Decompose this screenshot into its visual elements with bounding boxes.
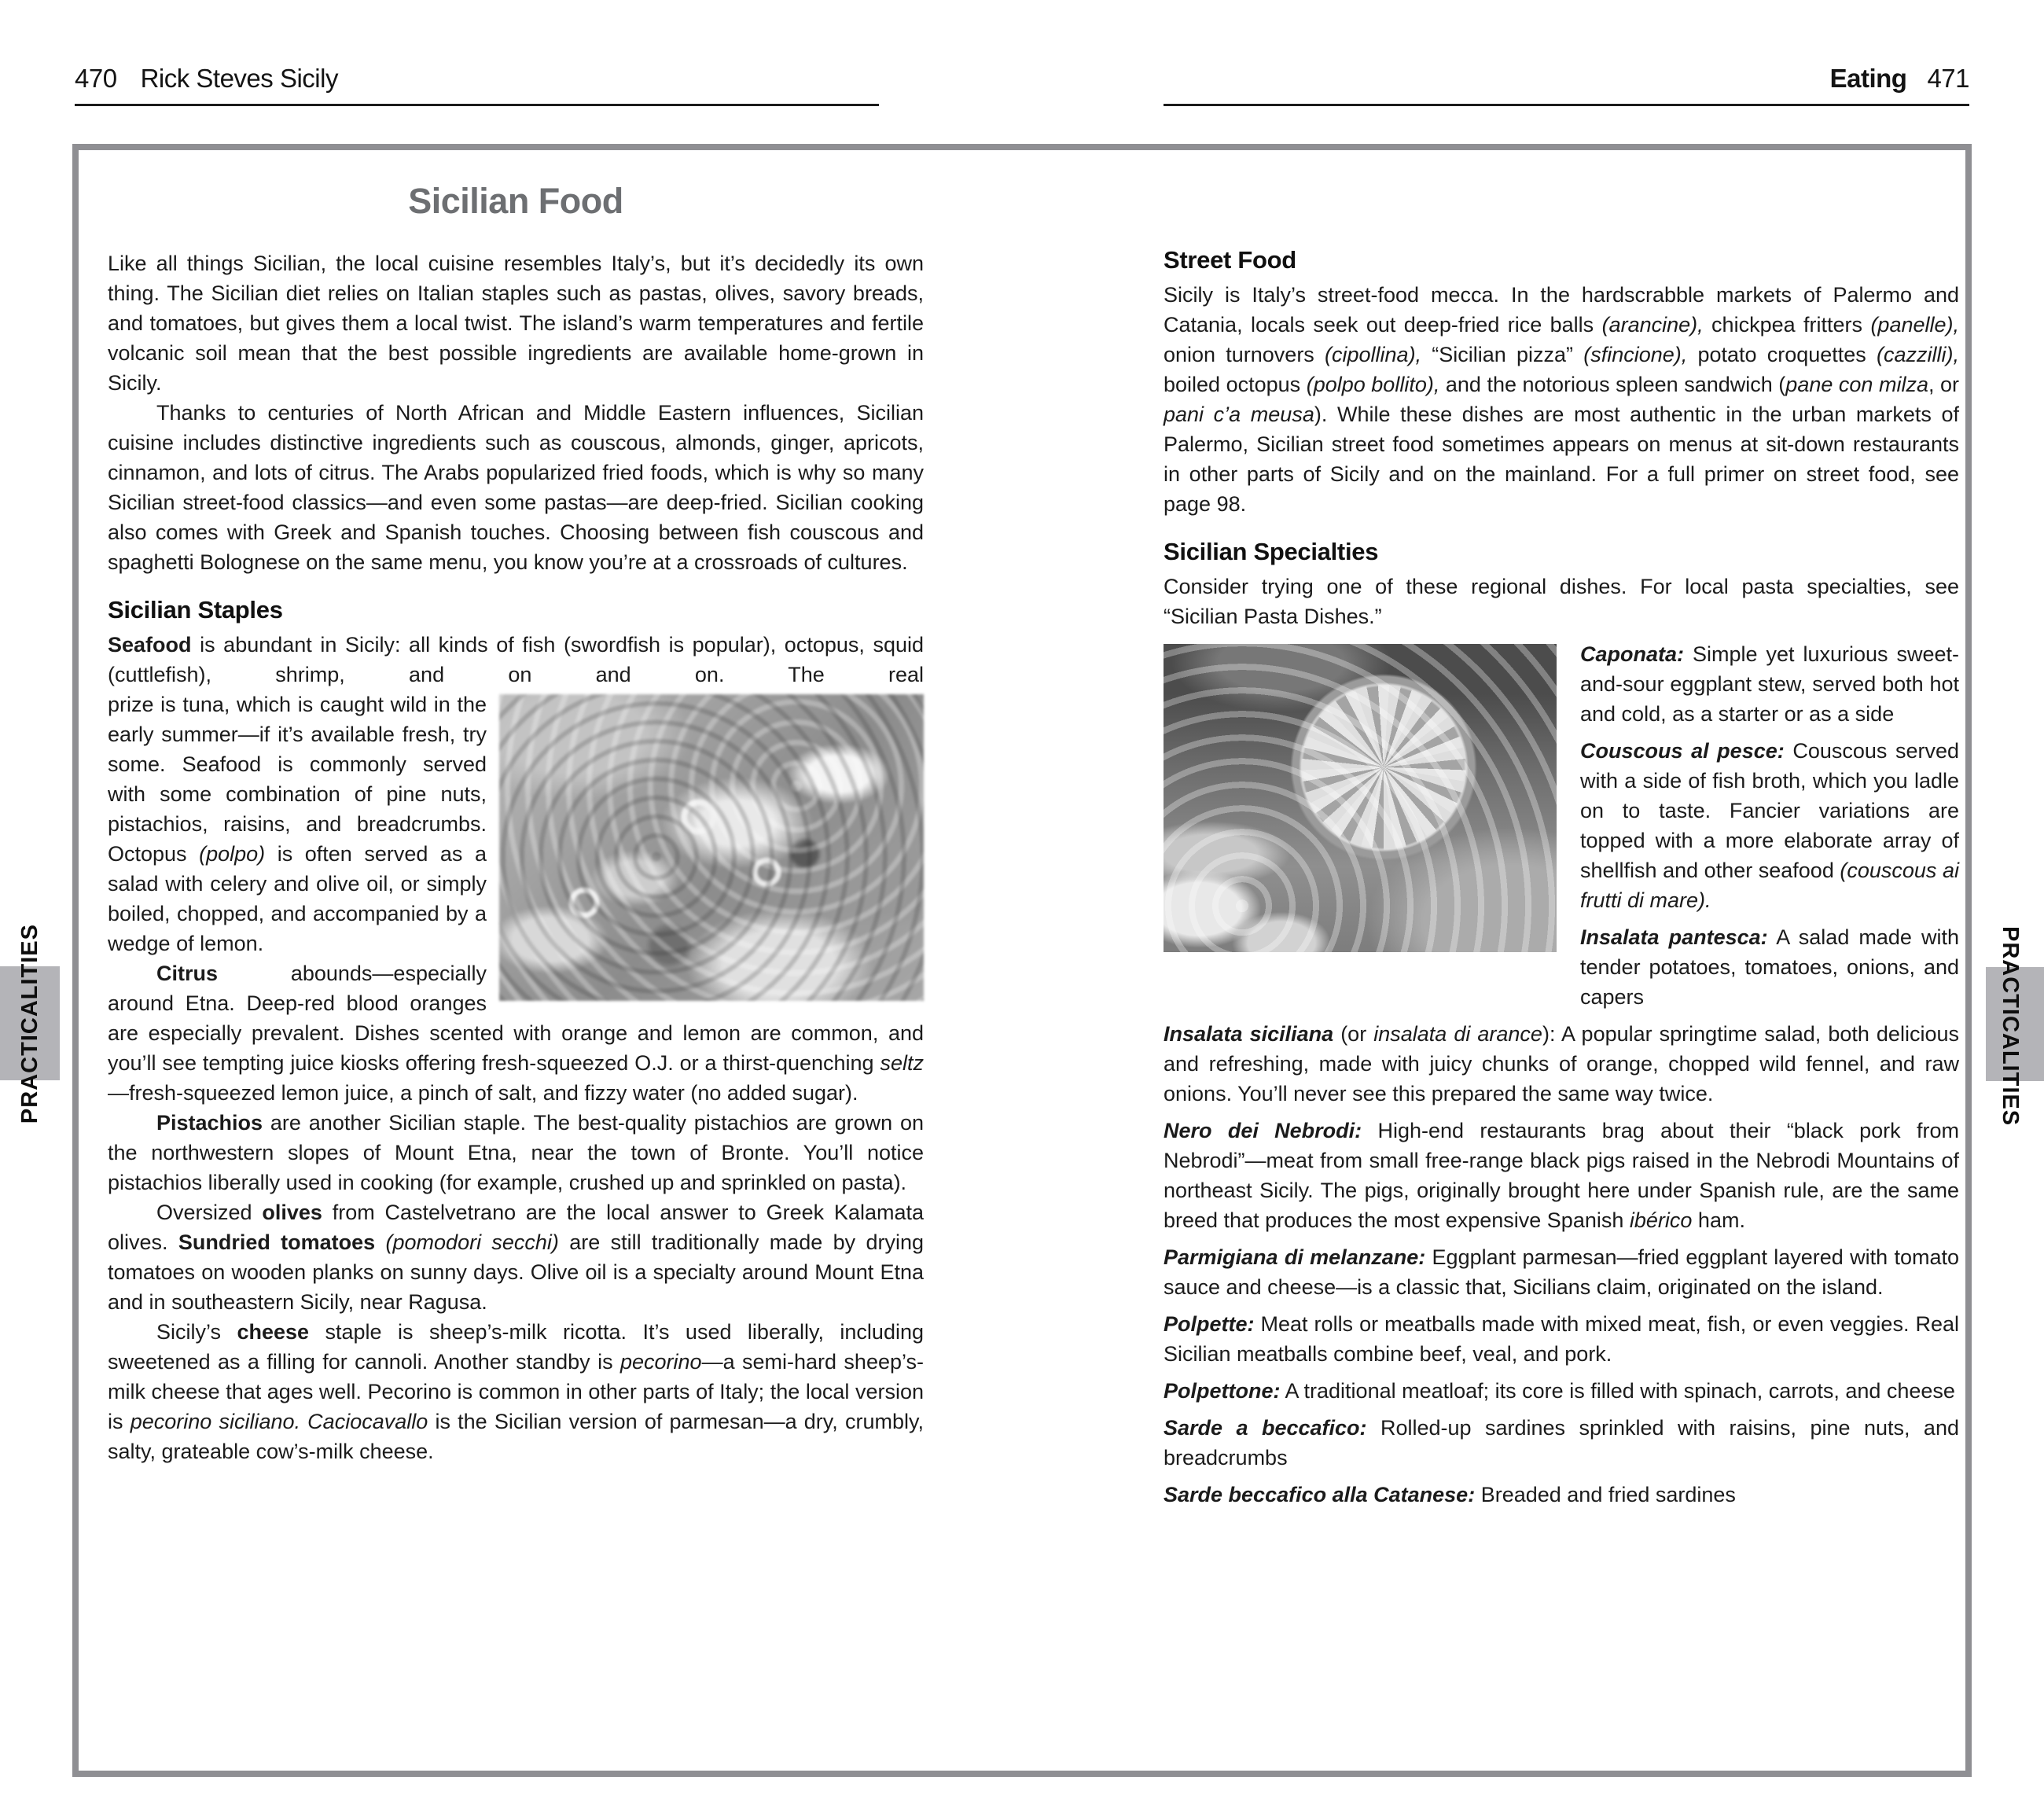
heading-street-food: Street Food bbox=[1164, 246, 1296, 274]
dish-sarde-a-beccafico: Sarde a beccafico: Rolled-up sardines sprinkled with raisins, pine nuts, and breadcrumbs bbox=[1164, 1416, 1959, 1469]
paragraph-specialties-intro: Consider trying one of these regional dishes. For local pasta specialties, see “Sicilian Pasta Dishes.” bbox=[1164, 575, 1959, 628]
heading-sicilian-specialties: Sicilian Specialties bbox=[1164, 538, 1379, 565]
right-column bbox=[1164, 246, 1959, 1510]
header-rule-left bbox=[75, 104, 879, 106]
left-tab-label: PRACTICALITIES bbox=[17, 924, 42, 1124]
paragraph-olives: Oversized olives from Castelvetrano are the local answer to Greek Kalamata olives. Sundried tomatoes (pomodori secchi) are still traditionally made by drying tomatoes on wooden planks on sunny days. Olive oil is a specialty around Mount Etna and in southeastern Sicily, near Ragusa. bbox=[108, 1201, 924, 1314]
running-header-right bbox=[1164, 63, 1969, 94]
paragraph-intro-1: Like all things Sicilian, the local cuisine resembles Italy’s, but it’s decidedly its own thing. The Sicilian diet relies on Italian staples such as pastas, olives, savory breads, and tomatoes, but gives them a local twist. The island’s warm temperatures and fertile volcanic soil mean that the best possible ingredients are available home-grown in Sicily. bbox=[108, 252, 924, 395]
paragraph-citrus: Citrus abounds—especially around Etna. Deep-red blood oranges are especially prevalent. Dishes scented with orange and lemon are common, and you’ll see tempting juice kiosks offering fresh-squeezed O.J. or a thirst-quenching seltz—fresh-squeezed lemon juice, a pinch of salt, and fizzy water (no added sugar). bbox=[108, 962, 924, 1105]
header-rule-right bbox=[1164, 104, 1969, 106]
left-column bbox=[108, 181, 924, 1466]
paragraph-cheese: Sicily’s cheese staple is sheep’s-milk ricotta. It’s used liberally, including sweetened as a filling for cannoli. Another standby is pecorino—a semi-hard sheep’s-milk cheese that ages well. Pecorino is common in other parts of Italy; the local version is pecorino siciliano. Caciocavallo is the Sicilian version of parmesan—a dry, crumbly, salty, grateable cow’s-milk cheese. bbox=[108, 1320, 925, 1463]
paragraph-pistachios: Pistachios are another Sicilian staple. The best-quality pistachios are grown on the northwestern slopes of Mount Etna, near the town of Bronte. You’ll notice pistachios liberally used in cooking (for example, crushed up and sprinkled on pasta). bbox=[108, 1111, 924, 1194]
book-title: Rick Steves Sicily bbox=[140, 64, 338, 93]
dish-caponata: Caponata: Simple yet luxurious sweet-and-sour eggplant stew, served both hot and cold, as a starter or as a side bbox=[1580, 642, 1959, 726]
dish-sarde-beccafico-alla-catanese: Sarde beccafico alla Catanese: Breaded and fried sardines bbox=[1164, 1483, 1736, 1506]
heading-sicilian-staples: Sicilian Staples bbox=[108, 596, 283, 623]
right-tab-label: PRACTICALITIES bbox=[1998, 926, 2023, 1127]
dish-couscous-al-pesce: Couscous al pesce: Couscous served with a side of fish broth, which you ladle on to taste. Fancier variations are topped with a more elaborate array of shellfish and other seafood (couscous ai frutti di mare). bbox=[1580, 739, 1960, 912]
paragraph-street-food: Sicily is Italy’s street-food mecca. In the hardscrabble markets of Palermo and Catania, locals seek out deep-fried rice balls (arancine), chickpea fritters (panelle), onion turnovers (cipollina), “Sicilian pizza” (sfincione), potato croquettes (cazzilli), boiled octopus (polpo bollito), and the notorious spleen sandwich (pane con milza, or pani c’a meusa). While these dishes are most authentic in the urban markets of Palermo, Sicilian street food sometimes appears on menus at sit-down restaurants in other parts of Sicily and on the mainland. For a full primer on street food, see page 98. bbox=[1164, 283, 1960, 516]
paragraph-seafood-continued: prize is tuna, which is caught wild in the early summer—if it’s available fresh, try some. Seafood is commonly served with some combination of pine nuts, pistachios, raisins, and breadcrumbs. Octopus (polpo) is often served as a salad with celery and olive oil, or simply boiled, chopped, and accompanied by a wedge of lemon. bbox=[108, 693, 487, 955]
dish-polpette: Polpette: Meat rolls or meatballs made with mixed meat, fish, or even veggies. Real Sicilian meatballs combine beef, veal, and pork. bbox=[1164, 1312, 1959, 1366]
dish-parmigiana-di-melanzane: Parmigiana di melanzane: Eggplant parmesan—fried eggplant layered with tomato sauce and cheese—is a classic that, Sicilians claim, originated on the island. bbox=[1164, 1245, 1959, 1299]
dish-insalata-siciliana: Insalata siciliana (or insalata di arance): A popular springtime salad, both delicious and refreshing, made with juicy chunks of orange, chopped wild fennel, and raw onions. You’ll never see this prepared the same way twice. bbox=[1164, 1022, 1959, 1105]
dish-list bbox=[1164, 639, 1959, 1510]
paragraph-seafood-lead: Seafood is abundant in Sicily: all kinds of fish (swordfish is popular), octopus, squid (cuttlefish), shrimp, and on and on. The real bbox=[108, 633, 924, 686]
running-header-left bbox=[75, 63, 338, 94]
box-title: Sicilian Food bbox=[408, 181, 623, 221]
dish-nero-dei-nebrodi: Nero dei Nebrodi: High-end restaurants brag about their “black pork from Nebrodi”—meat from small free-range black pigs raised in the Nebrodi Mountains of northeast Sicily. The pigs, originally brought here under Spanish rule, are the same breed that produces the most expensive Spanish ibérico ham. bbox=[1164, 1119, 1959, 1232]
dish-polpettone: Polpettone: A traditional meatloaf; its core is filled with spinach, carrots, and cheese bbox=[1164, 1379, 1955, 1403]
section-name: Eating bbox=[1829, 64, 1907, 93]
page-number-left: 470 bbox=[75, 64, 117, 93]
caponata-platter-photo bbox=[1164, 644, 1557, 952]
dish-insalata-pantesca: Insalata pantesca: A salad made with tender potatoes, tomatoes, onions, and capers bbox=[1580, 925, 1959, 1009]
octopus-salad-photo bbox=[499, 694, 924, 1001]
page-number-right: 471 bbox=[1927, 64, 1969, 93]
paragraph-intro-2: Thanks to centuries of North African and Middle Eastern influences, Sicilian cuisine includes distinctive ingredients such as couscous, almonds, ginger, apricots, cinnamon, and lots of citrus. The Arabs popularized fried foods, which is why so many Sicilian street-food classics—and even some pastas—are deep-fried. Sicilian cooking also comes with Greek and Spanish touches. Choosing between fish couscous and spaghetti Bolognese on the same menu, you know you’re at a crossroads of cultures. bbox=[108, 401, 924, 574]
